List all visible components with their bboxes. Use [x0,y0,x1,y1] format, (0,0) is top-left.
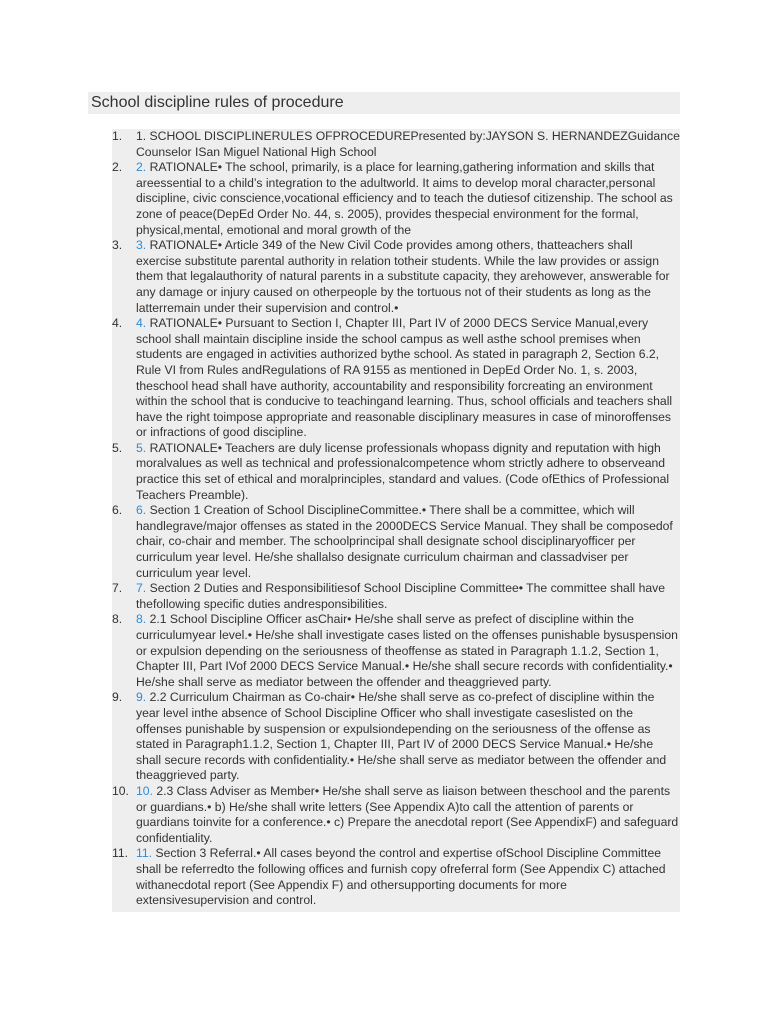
list-item [112,690,680,784]
list-item-text: Section 3 Referral.• All cases beyond the control and expertise ofSchool Discipline Committee shall be referredto the following offices and furnish copy ofreferral form (See Appendix C) attached withanecdotal report (See Appendix F) and othersupporting documents for more extensivesupervision and control. [136,846,666,908]
list-item-index: 9. [136,690,147,705]
page-title: School discipline rules of procedure [91,94,344,111]
list-item-index: 3. [136,238,147,253]
list-item-number: 5. [112,440,123,455]
list-item-index: 4. [136,316,147,331]
list-item-index: 10. [136,783,153,798]
list-item-index: 8. [136,612,147,627]
list-item-text: 1. SCHOOL DISCIPLINERULES OFPROCEDUREPresented by:JAYSON S. HERNANDEZGuidance Counselor ISan Miguel National High School [136,129,680,159]
list-item [112,784,680,846]
list-item-number: 4. [112,316,123,331]
list-item-text: RATIONALE• Article 349 of the New Civil Code provides among others, thatteachers shall exercise substitute parental authority in relation totheir students. While the law provides or assign them that legalauthority of natural parents in a substitute capacity, they arehowever, answerable for any damage or injury caused on otherpeople by the tortuous not of their students as long as the latterremain under their supervision and control.• [136,238,670,315]
list-item [112,238,680,316]
list-item-index: 5. [136,440,147,455]
list-item-number: 11. [112,846,129,861]
list-item [112,581,680,612]
content-list-box [112,129,680,912]
list-item [112,129,680,160]
list-item-number: 3. [112,238,123,253]
list-item-index: 2. [136,160,147,175]
list-item-text: Section 1 Creation of School DisciplineCommittee.• There shall be a committee, which will handlegrave/major offenses as stated in the 2000DECS Service Manual. They shall be composedof chair, co-chair and member. The schoolprincipal shall designate school disciplinaryofficer per curriculum year level. He/she shallalso designate curriculum chairman and classadviser per curriculum year level. [136,503,673,580]
list-item-number: 2. [112,160,123,175]
list-item [112,441,680,503]
list-item [112,846,680,908]
list-item-text: RATIONALE• The school, primarily, is a place for learning,gathering information and skills that areessential to a child’s integration to the adultworld. It aims to develop moral character,personal discipline, civic conscience,vocational efficiency and to teach the dutiesof citizenship. The school as zone of peace(DepEd Order No. 44, s. 2005), provides thespecial environment for the formal, physical,mental, emotional and moral growth of the [136,160,673,237]
list-item-text: Section 2 Duties and Responsibilitiesof School Discipline Committee• The committee shall have thefollowing specific duties andresponsibilities. [136,581,666,611]
list-item-text: RATIONALE• Pursuant to Section I, Chapter III, Part IV of 2000 DECS Service Manual,every school shall maintain discipline inside the school campus as well asthe school premises when students are engaged in activities authorized bythe school. As stated in paragraph 2, Section 6.2, Rule VI from Rules andRegulations of RA 9155 as mentioned in DepEd Order No. 1, s. 2003, theschool head shall have authority, accountability and responsibility forcreating an environment within the school that is conducive to teachingand learning. Thus, school officials and teachers shall have the right toimpose appropriate and reasonable disciplinary measures in case of minoroffenses or infractions of good discipline. [136,316,673,440]
list-item-text: RATIONALE• Teachers are duly license professionals whopass dignity and reputation with high moralvalues as well as technical and professionalcompetence whom strictly adhere to observeand practice this set of ethical and moralprinciples, standard and values. (Code ofEthics of Professional Teachers Preamble). [136,440,670,502]
list-item [112,503,680,581]
list-item-number: 6. [112,503,123,518]
list-item-number: 7. [112,581,123,596]
list-item [112,316,680,441]
list-item-number: 10. [112,783,129,798]
list-item-number: 1. [112,129,123,143]
list-item [112,612,680,690]
title-bar [88,92,680,114]
list-item [112,160,680,238]
list-item-number: 8. [112,612,123,627]
list-item-index: 6. [136,503,147,518]
list-item-text: 2.2 Curriculum Chairman as Co-chair• He/she shall serve as co-prefect of discipline within the year level inthe absence of School Discipline Officer who shall investigate caseslisted on the offenses punishable by suspension or expulsiondepending on the seriousness of the offense as stated in Paragraph1.1.2, Section 1, Chapter III, Part IV of 2000 DECS Service Manual.• He/she shall secure records with confidentiality.• He/she shall serve as mediator between the offender and theaggrieved party. [136,690,667,783]
list-item-text: 2.1 School Discipline Officer asChair• He/she shall serve as prefect of discipline within the curriculumyear level.• He/she shall investigate cases listed on the offenses punishable bysuspension or expulsion depending on the seriousness of theoffense as stated in Paragraph 1.1.2, Section 1, Chapter III, Part IVof 2000 DECS Service Manual.• He/she shall secure records with confidentiality.• He/she shall serve as mediator between the offender and theaggrieved party. [136,612,678,689]
list-item-index: 7. [136,581,147,596]
list-item-index: 11. [136,846,153,861]
list-item-number: 9. [112,690,123,705]
numbered-list [112,129,680,909]
list-item-text: 2.3 Class Adviser as Member• He/she shall serve as liaison between theschool and the parents or guardians.• b) He/she shall write letters (See Appendix A)to call the attention of parents or guardians toinvite for a conference.• c) Prepare the anecdotal report (See AppendixF) and safeguard confidentiality. [136,783,679,845]
